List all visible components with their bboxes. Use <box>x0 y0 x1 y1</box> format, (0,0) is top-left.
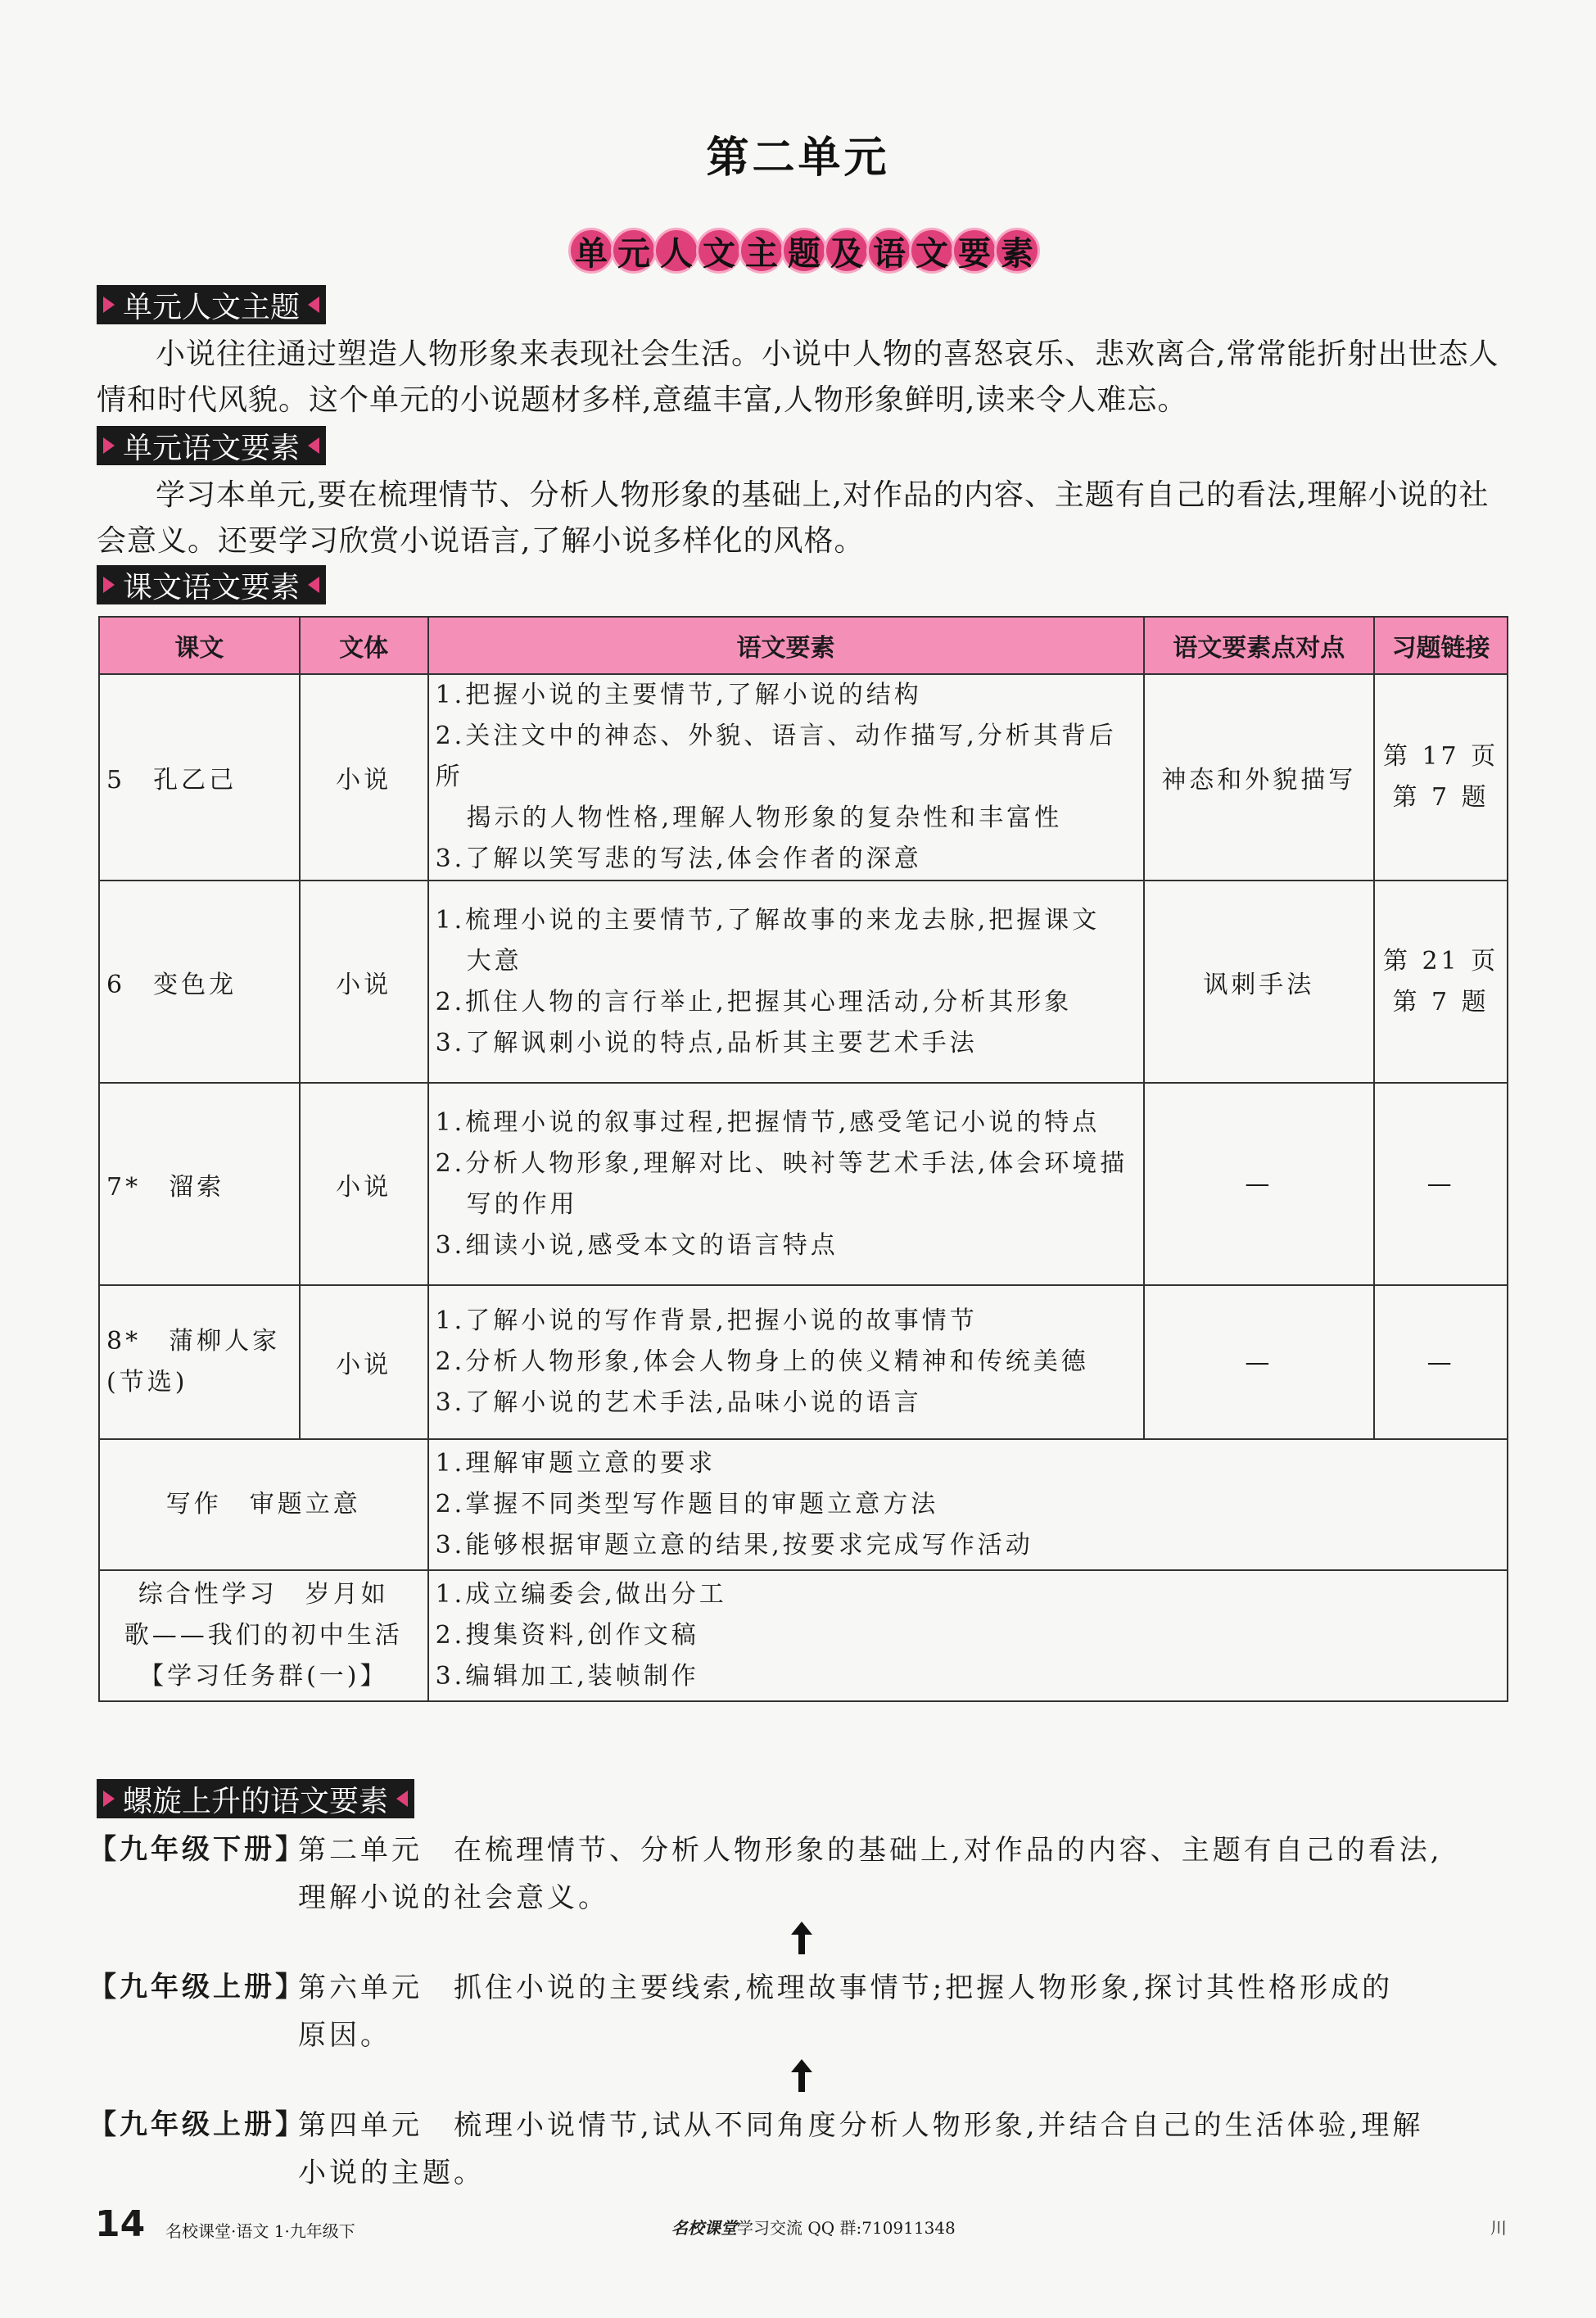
spiral-text <box>298 1964 1510 2059</box>
lesson-table <box>98 616 1508 1702</box>
lesson-type: 小说 <box>300 1083 428 1285</box>
spiral-unit: 第六单元 <box>298 1972 423 2004</box>
section-label-text: 螺旋上升的语文要素 <box>123 1784 389 1818</box>
exercise-link: — <box>1374 1285 1508 1439</box>
page-number: 14 <box>95 2203 146 2245</box>
header-exercise-link: 习题链接 <box>1374 617 1508 674</box>
lesson-name: 7* 溜索 <box>99 1083 300 1285</box>
language-paragraph: 学习本单元,要在梳理情节、分析人物形象的基础上,对作品的内容、主题有自己的看法,理解小说的社会意义。还要学习欣赏小说语言,了解小说多样化的风格。 <box>97 478 1490 558</box>
header-point: 语文要素点对点 <box>1144 617 1375 674</box>
lesson-point: — <box>1144 1083 1375 1285</box>
unit-title: 第二单元 <box>706 134 890 183</box>
element-line: 1.了解小说的写作背景,把握小说的故事情节 <box>435 1306 978 1335</box>
footer-qq-text: 学习交流 QQ 群:710911348 <box>737 2218 956 2238</box>
lesson-type: 小说 <box>300 1285 428 1439</box>
spiral-unit: 第二单元 <box>298 1834 423 1867</box>
banner-char: 单 <box>568 228 614 274</box>
exercise-link <box>1374 881 1508 1083</box>
triangle-right-icon <box>103 297 115 313</box>
section-label-language <box>97 426 326 465</box>
exercise-number: 第 7 题 <box>1392 987 1490 1016</box>
element-line: 3.细读小说,感受本文的语言特点 <box>435 1230 839 1260</box>
element-line: 2.分析人物形象,体会人物身上的侠义精神和传统美德 <box>435 1347 1089 1376</box>
section-label-text: 单元语文要素 <box>123 431 301 465</box>
triangle-left-icon <box>396 1791 408 1807</box>
table-row <box>99 881 1508 1083</box>
element-line: 1.梳理小说的主要情节,了解故事的来龙去脉,把握课文 <box>435 905 1101 935</box>
banner-char: 语 <box>866 228 912 274</box>
footer <box>0 2203 1596 2252</box>
triangle-right-icon <box>103 437 115 454</box>
element-line: 大意 <box>466 946 522 976</box>
spiral-text <box>298 1827 1510 1922</box>
spiral-line <box>298 1827 1510 1874</box>
section-label-spiral <box>97 1779 414 1818</box>
humanities-paragraph: 小说往往通过塑造人物形象来表现社会生活。小说中人物的喜怒哀乐、悲欢离合,常常能折射出世态人情和时代风貌。这个单元的小说题材多样,意蕴丰富,人物形象鲜明,读来令人难忘。 <box>97 337 1499 417</box>
lesson-elements <box>428 1570 1508 1701</box>
table-row <box>99 1570 1508 1701</box>
unit-banner <box>540 220 1073 282</box>
banner-char: 要 <box>952 228 997 274</box>
banner-char: 及 <box>824 228 870 274</box>
lesson-name-line: 8* 蒲柳人家 <box>106 1327 281 1356</box>
banner-char: 素 <box>994 228 1040 274</box>
banner-char: 元 <box>611 228 657 274</box>
element-line: 3.编辑加工,装帧制作 <box>435 1662 699 1691</box>
element-line: 1.成立编委会,做出分工 <box>435 1580 727 1609</box>
arrow-up-icon <box>791 1922 812 1954</box>
element-line: 揭示的人物性格,理解人物形象的复杂性和丰富性 <box>466 804 1063 832</box>
spiral-unit: 第四单元 <box>298 2109 423 2142</box>
footer-book-title: 名校课堂·语文 1·九年级下 <box>165 2221 355 2241</box>
exercise-page: 第 21 页 <box>1382 946 1499 976</box>
header-lesson: 课文 <box>99 617 300 674</box>
spiral-content: 抓住小说的主要线索,梳理故事情节;把握人物形象,探讨其性格形成的 <box>454 1972 1394 2004</box>
element-line: 3.了解讽刺小说的特点,品析其主要艺术手法 <box>435 1028 978 1057</box>
merged-line: 歌——我们的初中生活 <box>124 1621 403 1650</box>
grade-tag: 【九年级下册】 <box>88 1833 306 1866</box>
lesson-name: 6 变色龙 <box>99 881 300 1083</box>
header-type: 文体 <box>300 617 428 674</box>
section-label-text: 单元人文主题 <box>123 290 301 324</box>
lesson-point: 讽刺手法 <box>1144 881 1375 1083</box>
element-line: 2.掌握不同类型写作题目的审题立意方法 <box>435 1490 939 1519</box>
exercise-page: 第 17 页 <box>1382 742 1499 771</box>
grade-tag: 【九年级上册】 <box>88 2108 306 2141</box>
spiral-line <box>298 1964 1510 2012</box>
section-label-text: 课文语文要素 <box>123 570 301 604</box>
writing-cell: 写作 审题立意 <box>99 1439 428 1570</box>
triangle-right-icon <box>103 1791 115 1807</box>
lesson-name-line: (节选) <box>106 1368 188 1397</box>
banner-char: 文 <box>909 228 955 274</box>
table-row <box>99 674 1508 881</box>
element-line: 2.分析人物形象,理解对比、映衬等艺术手法,体会环境描 <box>435 1148 1128 1178</box>
table-row <box>99 1083 1508 1285</box>
element-line: 1.把握小说的主要情节,了解小说的结构 <box>435 681 922 709</box>
table-row <box>99 1439 1508 1570</box>
triangle-left-icon <box>308 577 319 593</box>
merged-line: 【学习任务群(一)】 <box>139 1662 388 1691</box>
lesson-type: 小说 <box>300 674 428 881</box>
footer-brand-logo: 名校课堂 <box>671 2218 737 2238</box>
spiral-line: 原因。 <box>298 2019 391 2052</box>
banner-char: 文 <box>696 228 742 274</box>
lesson-elements <box>428 1083 1144 1285</box>
banner-char: 题 <box>781 228 827 274</box>
arrow-up-icon <box>791 2059 812 2092</box>
lesson-type: 小说 <box>300 881 428 1083</box>
element-line: 1.梳理小说的叙事过程,把握情节,感受笔记小说的特点 <box>435 1107 1101 1137</box>
element-line: 1.理解审题立意的要求 <box>435 1449 717 1478</box>
element-line: 2.关注文中的神态、外貌、语言、动作描写,分析其背后所 <box>435 722 1117 791</box>
banner-char: 主 <box>739 228 784 274</box>
triangle-left-icon <box>308 297 319 313</box>
footer-region: 川 <box>1490 2218 1507 2238</box>
lesson-elements <box>428 674 1144 881</box>
element-line: 写的作用 <box>466 1189 578 1219</box>
lesson-name: 5 孔乙己 <box>99 674 300 881</box>
section-label-humanities <box>97 285 326 324</box>
exercise-number: 第 7 题 <box>1392 783 1490 812</box>
element-line: 2.搜集资料,创作文稿 <box>435 1621 699 1650</box>
banner-char: 人 <box>653 228 699 274</box>
spiral-content: 在梳理情节、分析人物形象的基础上,对作品的内容、主题有自己的看法, <box>454 1834 1443 1867</box>
merged-line: 综合性学习 岁月如 <box>138 1580 389 1609</box>
triangle-left-icon <box>308 437 319 454</box>
spiral-line: 小说的主题。 <box>298 2157 485 2189</box>
footer-qq-group <box>671 2215 956 2239</box>
lesson-elements <box>428 1285 1144 1439</box>
grade-tag: 【九年级上册】 <box>88 1971 306 2003</box>
table-header-row <box>99 617 1508 674</box>
table-row <box>99 1285 1508 1439</box>
exercise-link: — <box>1374 1083 1508 1285</box>
spiral-text <box>298 2102 1510 2197</box>
header-elements: 语文要素 <box>428 617 1144 674</box>
lesson-elements <box>428 881 1144 1083</box>
triangle-right-icon <box>103 577 115 593</box>
element-line: 3.能够根据审题立意的结果,按要求完成写作活动 <box>435 1531 1033 1560</box>
spiral-line <box>298 2102 1510 2149</box>
lesson-point: 神态和外貌描写 <box>1144 674 1375 881</box>
spiral-line: 理解小说的社会意义。 <box>298 1881 609 1914</box>
comprehensive-learning-cell <box>99 1570 428 1701</box>
lesson-point: — <box>1144 1285 1375 1439</box>
lesson-elements <box>428 1439 1508 1570</box>
exercise-link <box>1374 674 1508 881</box>
element-line: 3.了解小说的艺术手法,品味小说的语言 <box>435 1388 922 1417</box>
lesson-name <box>99 1285 300 1439</box>
element-line: 2.抓住人物的言行举止,把握其心理活动,分析其形象 <box>435 987 1073 1016</box>
section-label-lesson <box>97 565 326 604</box>
spiral-content: 梳理小说情节,试从不同角度分析人物形象,并结合自己的生活体验,理解 <box>454 2109 1424 2142</box>
element-line: 3.了解以笑写悲的写法,体会作者的深意 <box>435 844 922 873</box>
